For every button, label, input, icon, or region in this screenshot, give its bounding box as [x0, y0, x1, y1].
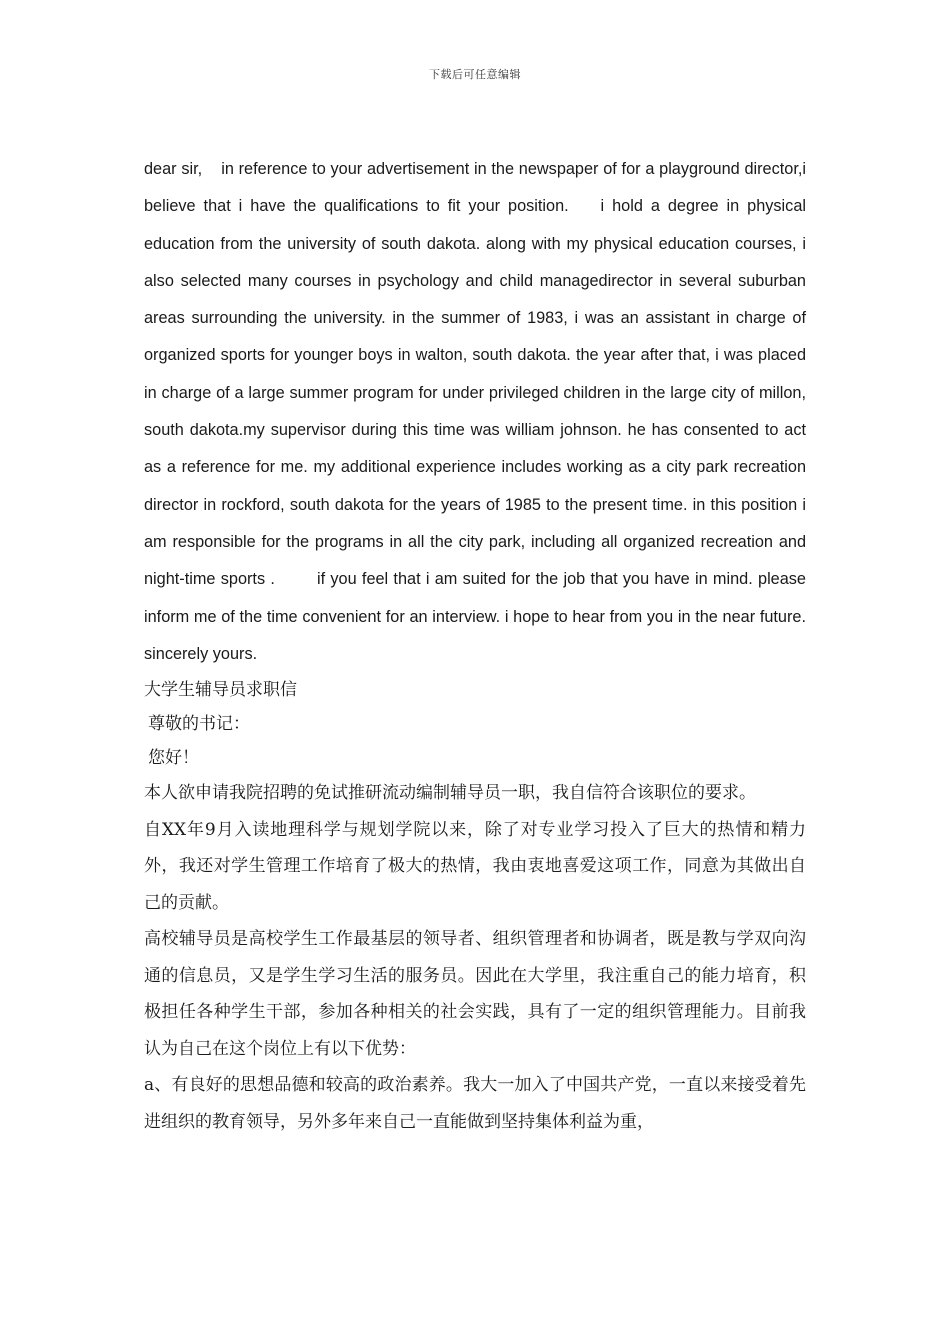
chinese-letter-title: 大学生辅导员求职信: [144, 680, 297, 701]
chinese-letter-salutation: 尊敬的书记：: [148, 714, 250, 735]
document-body: [144, 151, 825, 1140]
chinese-paragraph: 本人欲申请我院招聘的免试推研流动编制辅导员一职，我自信符合该职位的要求。: [144, 783, 756, 804]
chinese-letter-greeting: 您好！: [148, 748, 199, 769]
header-note: 下载后可任意编辑: [429, 68, 521, 81]
chinese-paragraph: a、有良好的思想品德和较高的政治素养。我大一加入了中国共产党，一直以来接受着先进组织的教育领导，另外多年来自己一直能做到坚持集体利益为重，: [144, 1075, 806, 1132]
chinese-paragraph: 高校辅导员是高校学生工作最基层的领导者、组织管理者和协调者，既是教与学双向沟通的信息员，又是学生学习生活的服务员。因此在大学里，我注重自己的能力培育，积极担任各种学生干部，参加各种相关的社会实践，具有了一定的组织管理能力。目前我认为自己在这个岗位上有以下优势：: [144, 929, 806, 1059]
chinese-paragraph: 自XX年9月入读地理科学与规划学院以来，除了对专业学习投入了巨大的热情和精力外，我还对学生管理工作培育了极大的热情，我由衷地喜爱这项工作，同意为其做出自己的贡献。: [144, 819, 806, 913]
english-letter-text: dear sir, in reference to your advertisement in the newspaper of for a playground director,i believe that i have the qualifications to fit your position. i hold a degree in physical education from the university of south dakota. along with my physical education courses, i also selected many courses in psychology and child managedirector in several suburban areas surrounding the university. in the summer of 1983, i was an assistant in charge of organized sports for younger boys in walton, south dakota. the year after that, i was placed in charge of a large summer program for under privileged children in the large city of millon, south dakota.my supervisor during this time was william johnson. he has consented to act as a reference for me. my additional experience includes working as a city park recreation director in rockford, south dakota for the years of 1985 to the present time. in this position i am responsible for the programs in all the city park, including all organized recreation and night-time sports . if you feel that i am suited for the job that you have in mind. please inform me of the time convenient for an interview. i hope to hear from you in the near future. sincerely yours.: [144, 160, 825, 663]
